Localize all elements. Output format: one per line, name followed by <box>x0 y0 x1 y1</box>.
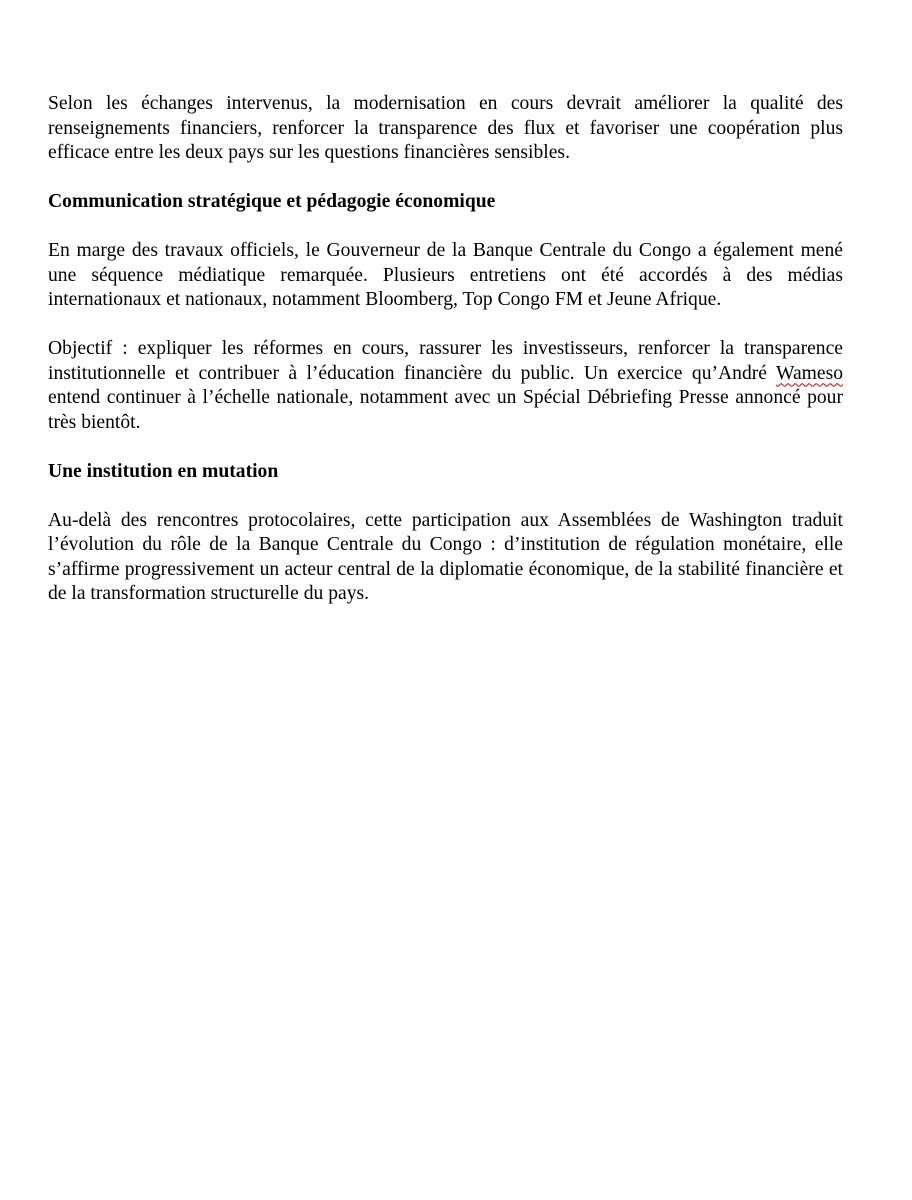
section-heading-institution: Une institution en mutation <box>48 460 279 482</box>
paragraph-media-sequence: En marge des travaux officiels, le Gouverneur de la Banque Centrale du Congo a également mené une séquence médiatique remarquée. Plusieurs entretiens ont été accordés à des médias internationaux et nationaux, notamment Bloomberg, Top Congo FM et Jeune Afrique. <box>48 240 843 310</box>
paragraph-modernisation: Selon les échanges intervenus, la modernisation en cours devrait améliorer la qualité des renseignements financiers, renforcer la transparence des flux et favoriser une coopération plus efficace entre les deux pays sur les questions financières sensibles. <box>48 93 843 163</box>
paragraph-mutation: Au-delà des rencontres protocolaires, cette participation aux Assemblées de Washington traduit l’évolution du rôle de la Banque Centrale du Congo : d’institution de régulation monétaire, elle s’affirme progressivement un acteur central de la diplomatie économique, de la stabilité financière et de la transformation structurelle du pays. <box>48 509 843 604</box>
paragraph-objectif-text-after: entend continuer à l’échelle nationale, notamment avec un Spécial Débriefing Presse annoncé pour très bientôt. <box>48 387 843 433</box>
paragraph-objectif-text-before: Objectif : expliquer les réformes en cours, rassurer les investisseurs, renforcer la transparence institutionnelle et contribuer à l’éducation financière du public. Un exercice qu’André <box>48 338 843 384</box>
misspelled-word-wameso: Wameso <box>776 362 843 384</box>
section-heading-communication: Communication stratégique et pédagogie économique <box>48 191 496 212</box>
paragraph-objectif <box>48 337 843 435</box>
